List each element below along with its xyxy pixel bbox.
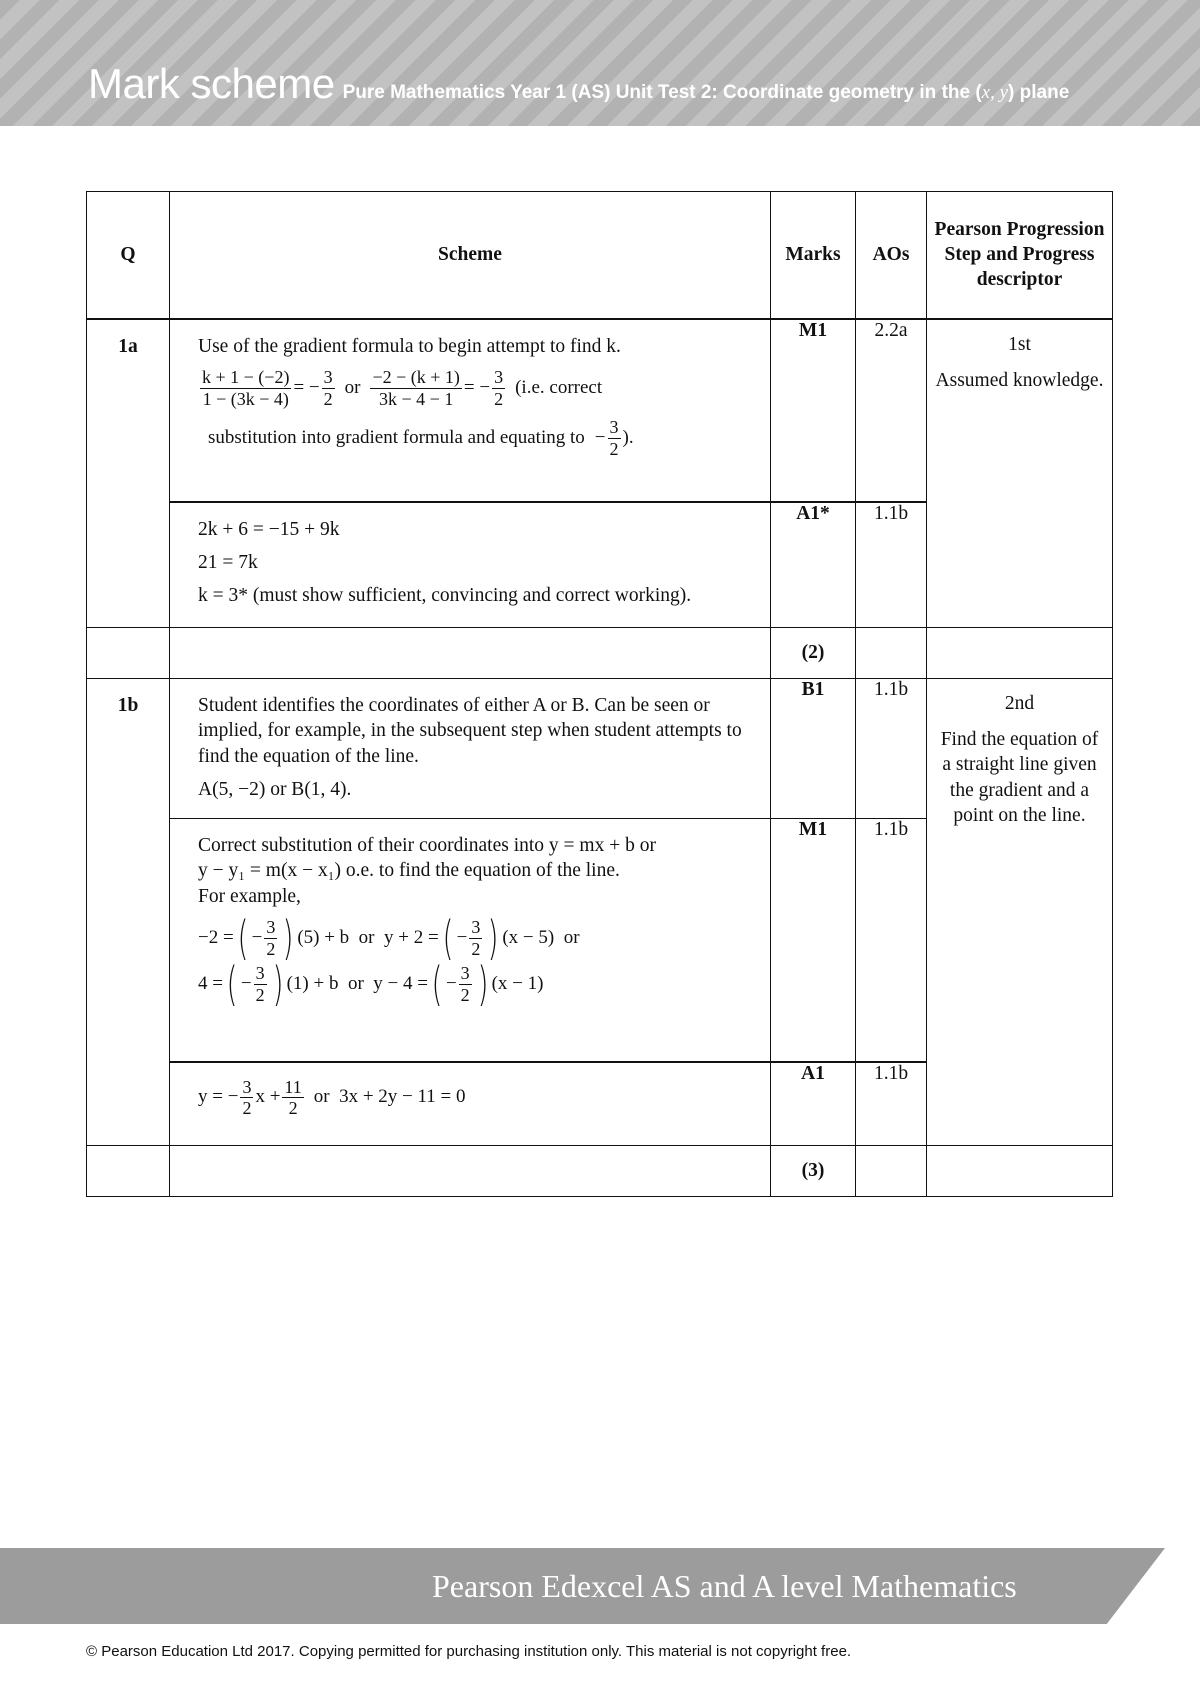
header-scheme: Scheme bbox=[170, 192, 771, 319]
gradient-equation: $\frac{k + 1 - (-2)}{1 - (3k - 4)}$ = − $\frac{3}{2}$ or $\frac{-2 - (k + 1)}{3k - 4 - 1}$ = − $\frac{3}{2}$ (i.e. correct bbox=[202, 366, 603, 409]
table-row bbox=[87, 628, 1113, 679]
mark-scheme-title: Mark scheme bbox=[88, 60, 335, 107]
final-equation: y = − $\frac{3}{2}$ x + $\frac{11}{2}$ or 3x + 2y − 11 = 0 bbox=[198, 1076, 466, 1119]
substitution-equation: −2 = ( − $\frac{3}{2}$ ) (5) + b or y + 2 = ( − $\frac{3}{2}$ ) (x − 5) or bbox=[198, 911, 580, 966]
mark-scheme-table bbox=[86, 191, 1113, 1197]
unit-subtitle: Pure Mathematics Year 1 (AS) Unit Test 2: Coordinate geometry in the (x, y) plane bbox=[342, 82, 1070, 103]
marks-cell: M1 bbox=[771, 319, 856, 502]
substitution-equation: 4 = ( − $\frac{3}{2}$ ) (1) + b or y − 4 = ( − $\frac{3}{2}$ ) (x − 1) bbox=[198, 957, 544, 1012]
table-row bbox=[87, 1146, 1113, 1197]
progression-step: 1st bbox=[1008, 333, 1031, 355]
marks-cell: A1* bbox=[771, 502, 856, 628]
question-number: 1b bbox=[87, 679, 170, 1146]
progression-cell bbox=[927, 319, 1113, 628]
progression-step: 2nd bbox=[1004, 693, 1035, 714]
scheme-text: Correct substitution of their coordinates into y = mx + b or bbox=[198, 835, 656, 856]
header-marks: Marks bbox=[771, 192, 856, 319]
footer-brand: Pearson Edexcel AS and A level Mathematics bbox=[432, 1568, 1017, 1604]
ao-cell: 1.1b bbox=[856, 819, 927, 1062]
scheme-coordinates: A(5, −2) or B(1, 4). bbox=[198, 779, 352, 801]
scheme-text: substitution into gradient formula and equating to − $\frac{3}{2}$ ). bbox=[208, 417, 634, 459]
scheme-cell bbox=[170, 502, 771, 628]
progression-cell bbox=[927, 679, 1113, 1146]
table-row bbox=[87, 319, 1113, 502]
scheme-cell bbox=[170, 1062, 771, 1146]
header-aos: AOs bbox=[856, 192, 927, 319]
header-q: Q bbox=[87, 192, 170, 319]
ao-cell: 2.2a bbox=[856, 319, 927, 502]
header-title bbox=[88, 60, 1069, 108]
question-number: 1a bbox=[87, 319, 170, 628]
marks-total: (2) bbox=[771, 628, 856, 679]
scheme-text: 21 = 7k bbox=[198, 551, 258, 573]
marks-cell: M1 bbox=[771, 819, 856, 1062]
copyright-notice: © Pearson Education Ltd 2017. Copying permitted for purchasing institution only. This material is not copyright free. bbox=[86, 1643, 852, 1660]
scheme-cell bbox=[170, 319, 771, 502]
marks-cell: B1 bbox=[771, 679, 856, 819]
scheme-cell bbox=[170, 679, 771, 819]
header-row bbox=[87, 192, 1113, 319]
page-header bbox=[0, 0, 1200, 126]
ao-cell: 1.1b bbox=[856, 679, 927, 819]
scheme-text: Student identifies the coordinates of either A or B. Can be seen or implied, for example, in the subsequent step when student attempts to find the equation of the line. bbox=[198, 695, 742, 767]
progression-descriptor: Find the equation of a straight line given the gradient and a point on the line. bbox=[940, 729, 1099, 827]
scheme-text: k = 3* (must show sufficient, convincing and correct working). bbox=[198, 585, 692, 607]
marks-total: (3) bbox=[771, 1146, 856, 1197]
marks-cell: A1 bbox=[771, 1062, 856, 1146]
table-row bbox=[87, 679, 1113, 819]
ao-cell: 1.1b bbox=[856, 502, 927, 628]
scheme-cell bbox=[170, 819, 771, 1062]
scheme-text: y − y₁ = m(x − x₁) o.e. to find the equation of the line. bbox=[198, 860, 620, 882]
scheme-text: For example, bbox=[198, 885, 301, 907]
ao-cell: 1.1b bbox=[856, 1062, 927, 1146]
progression-descriptor: Assumed knowledge. bbox=[935, 369, 1104, 391]
scheme-text: 2k + 6 = −15 + 9k bbox=[198, 518, 340, 540]
header-progression: Pearson Progression Step and Progress descriptor bbox=[927, 192, 1113, 319]
scheme-text: Use of the gradient formula to begin attempt to find k. bbox=[198, 335, 621, 357]
